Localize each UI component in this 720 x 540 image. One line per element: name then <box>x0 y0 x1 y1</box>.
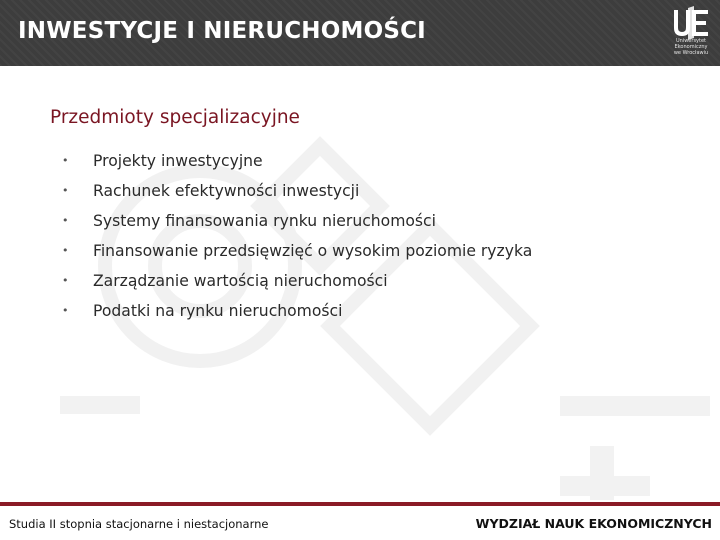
logo-line: Ekonomiczny <box>674 44 708 50</box>
list-item-text: Zarządzanie wartością nieruchomości <box>93 272 388 290</box>
list-item-text: Rachunek efektywności inwestycji <box>93 182 360 200</box>
bullet-icon: • <box>62 274 69 287</box>
list-item-text: Systemy finansowania rynku nieruchomości <box>93 212 436 230</box>
list-item-text: Projekty inwestycyjne <box>93 152 263 170</box>
bullet-icon: • <box>62 184 69 197</box>
footer-divider <box>0 502 720 506</box>
page-title: INWESTYCJE I NIERUCHOMOŚCI <box>18 18 426 44</box>
bullet-icon: • <box>62 154 69 167</box>
bullet-icon: • <box>62 244 69 257</box>
footer-faculty-name: WYDZIAŁ NAUK EKONOMICZNYCH <box>475 516 712 531</box>
logo-line: Uniwersytet <box>676 38 706 44</box>
footer-study-mode: Studia II stopnia stacjonarne i niestacjonarne <box>9 517 269 531</box>
list-item-text: Finansowanie przedsięwzięć o wysokim poziomie ryzyka <box>93 242 533 260</box>
logo-line: we Wrocławiu <box>673 50 709 56</box>
header-bar <box>0 0 720 66</box>
section-subtitle: Przedmioty specjalizacyjne <box>50 107 300 128</box>
bullet-icon: • <box>62 214 69 227</box>
bullet-icon: • <box>62 304 69 317</box>
logo-caption <box>664 38 718 56</box>
list-item-text: Podatki na rynku nieruchomości <box>93 302 343 320</box>
